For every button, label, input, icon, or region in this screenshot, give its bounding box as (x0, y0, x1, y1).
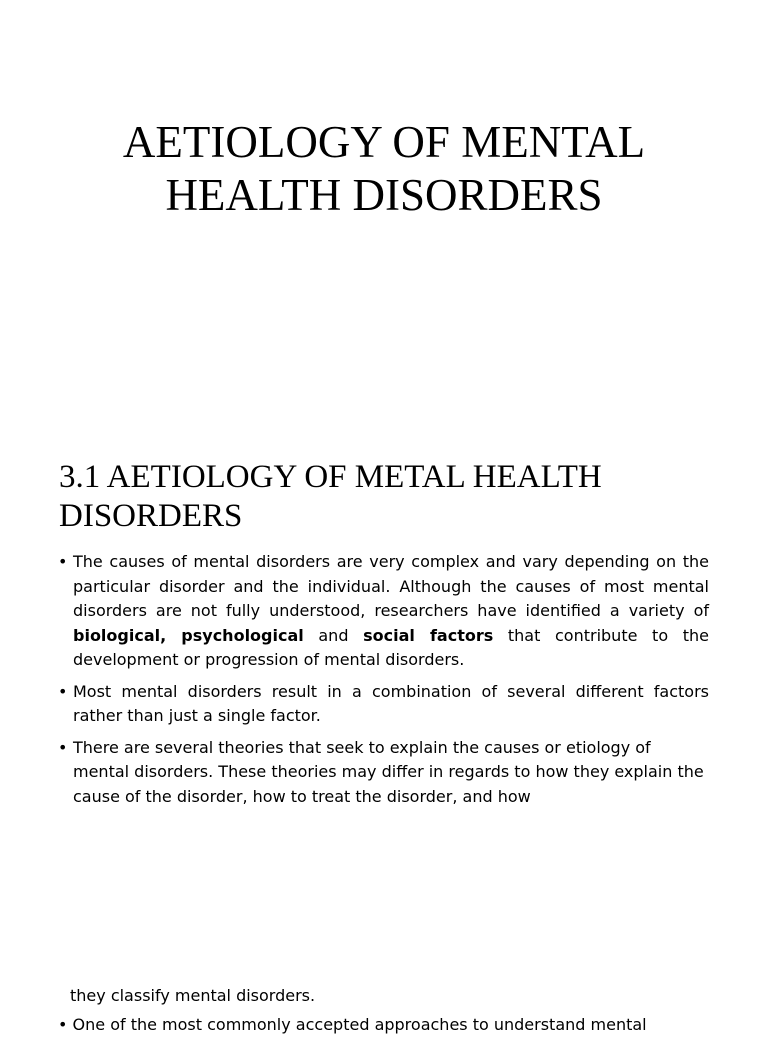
slide-title-line-2: HEALTH DISORDERS (165, 170, 603, 220)
continued-text: they classify mental disorders. (70, 986, 316, 1005)
bullet-icon: • (58, 1015, 68, 1034)
bullet-icon: • (58, 737, 68, 757)
bullet-list (58, 550, 709, 816)
bullet-item-causes (58, 550, 709, 673)
cut-off-text: One of the most commonly accepted approaches to understand mental (72, 1015, 647, 1034)
bullet-text: The causes of mental disorders are very complex and vary depending on the particular disorder and the individual. Although the causes of most mental disorders are not fully understood, researchers have identified a variety of (73, 552, 709, 620)
bullet-text: There are several theories that seek to explain the causes or etiology of mental disorders. These theories may differ in regards to how they explain the cause of the disorder, how to treat the disorder, and how (73, 737, 704, 806)
section-heading-line-1: 3.1 AETIOLOGY OF METAL HEALTH (59, 459, 602, 495)
bullet-text: and (303, 625, 364, 645)
bullet-icon: • (58, 681, 68, 701)
slide-title-line-1: AETIOLOGY OF MENTAL (122, 117, 646, 167)
bold-term-social-factors: social factors (363, 625, 494, 645)
bullet-item-combination (58, 680, 709, 729)
section-heading (59, 458, 719, 536)
slide-title (60, 116, 708, 222)
bullet-text: that contribute to the development or progression of mental disorders. (73, 625, 709, 669)
bold-term-biological-psychological: biological, psychological (73, 625, 304, 645)
section-heading-line-2: DISORDERS (59, 498, 243, 534)
bullet-text: Most mental disorders result in a combination of several different factors rather than just a single factor. (73, 681, 709, 725)
bullet-icon: • (58, 552, 68, 571)
cut-off-next-bullet (58, 1013, 718, 1034)
bullet-item-theories (58, 736, 709, 810)
